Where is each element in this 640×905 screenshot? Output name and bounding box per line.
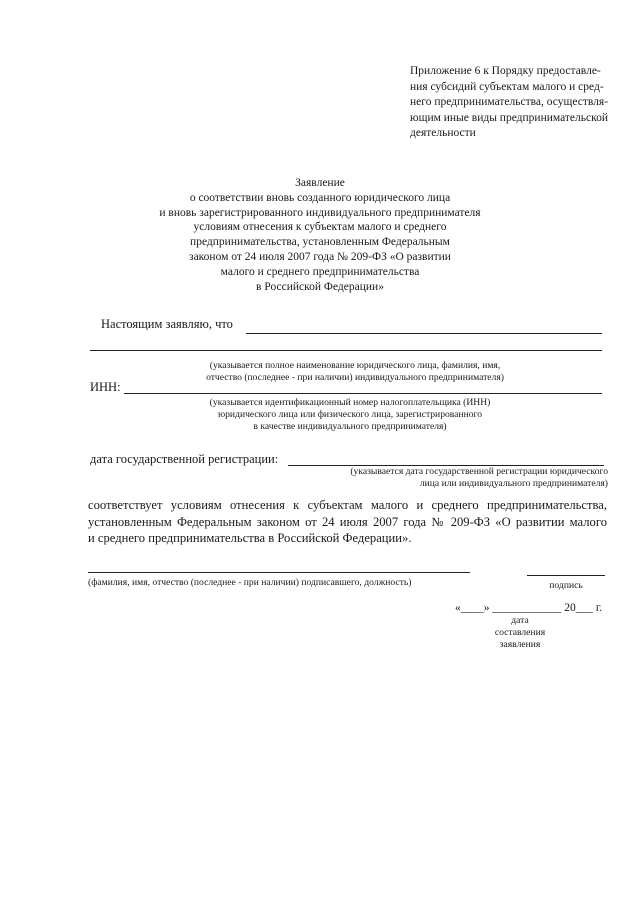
hint-line: отчество (последнее - при наличии) индивидуального предпринимателя) bbox=[206, 371, 504, 383]
hint-line: (указывается идентификационный номер налогоплательщика (ИНН) bbox=[209, 397, 491, 408]
signature-hint: подпись bbox=[549, 580, 583, 591]
body-text bbox=[88, 497, 607, 547]
appendix-line: Приложение 6 к Порядку предоставле- bbox=[410, 65, 601, 77]
title-line: и вновь зарегистрированного индивидуального предпринимателя bbox=[159, 206, 481, 219]
body-line: установленным Федеральным законом от 24 июля 2007 года № 209-ФЗ «О развитии малого bbox=[88, 514, 607, 529]
inn-hint bbox=[170, 397, 530, 432]
date-field[interactable]: «____» ____________ 20___ г. bbox=[455, 602, 603, 614]
title-line: о соответствии вновь созданного юридического лица bbox=[189, 191, 451, 204]
appendix-line: него предпринимательства, осуществля- bbox=[410, 96, 609, 108]
signature-line[interactable] bbox=[527, 575, 605, 576]
hint-line: дата bbox=[511, 615, 529, 626]
appendix-note bbox=[410, 64, 625, 142]
statement-field-line[interactable] bbox=[246, 333, 602, 334]
title-line: условиям отнесения к субъектам малого и среднего bbox=[193, 221, 447, 234]
registration-label: дата государственной регистрации: bbox=[90, 452, 279, 466]
statement-label: Настоящим заявляю, что bbox=[101, 317, 233, 331]
hint-line: (указывается полное наименование юридического лица, фамилия, имя, bbox=[209, 360, 501, 371]
body-line: соответствует условиям отнесения к субъектам малого и среднего предпринимательства, bbox=[88, 498, 607, 512]
hint-line: в качестве индивидуального предпринимателя) bbox=[253, 420, 447, 432]
statement-hint bbox=[160, 360, 550, 384]
inn-field-line[interactable] bbox=[124, 393, 602, 394]
registration-hint bbox=[318, 466, 608, 490]
title-line: малого и среднего предпринимательства bbox=[220, 265, 420, 278]
hint-line: юридического лица или физического лица, зарегистрированного bbox=[217, 408, 483, 420]
appendix-line: ющим иные виды предпринимательской bbox=[410, 111, 609, 124]
statement-field-line-2[interactable] bbox=[90, 350, 602, 351]
title-line: предпринимательства, установленным Федеральным bbox=[190, 236, 450, 249]
signer-name-hint: (фамилия, имя, отчество (последнее - при наличии) подписавшего, должность) bbox=[88, 577, 412, 588]
inn-label: ИНН: bbox=[90, 380, 121, 394]
signer-name-line[interactable] bbox=[88, 572, 470, 573]
title-heading: Заявление bbox=[295, 177, 345, 189]
body-line: и среднего предпринимательства в Российской Федерации». bbox=[88, 531, 412, 545]
hint-line: составления bbox=[494, 626, 546, 638]
document-title bbox=[140, 176, 500, 294]
hint-line: лица или индивидуального предпринимателя) bbox=[419, 477, 608, 489]
title-line: законом от 24 июля 2007 года № 209-ФЗ «О развитии bbox=[189, 250, 451, 263]
appendix-line: деятельности bbox=[410, 127, 476, 139]
hint-line: (указывается дата государственной регистрации юридического bbox=[350, 466, 608, 477]
date-hint bbox=[485, 615, 555, 650]
hint-line: заявления bbox=[499, 638, 541, 650]
title-line: в Российской Федерации» bbox=[256, 280, 384, 293]
appendix-line: ния субсидий субъектам малого и сред- bbox=[410, 80, 604, 93]
